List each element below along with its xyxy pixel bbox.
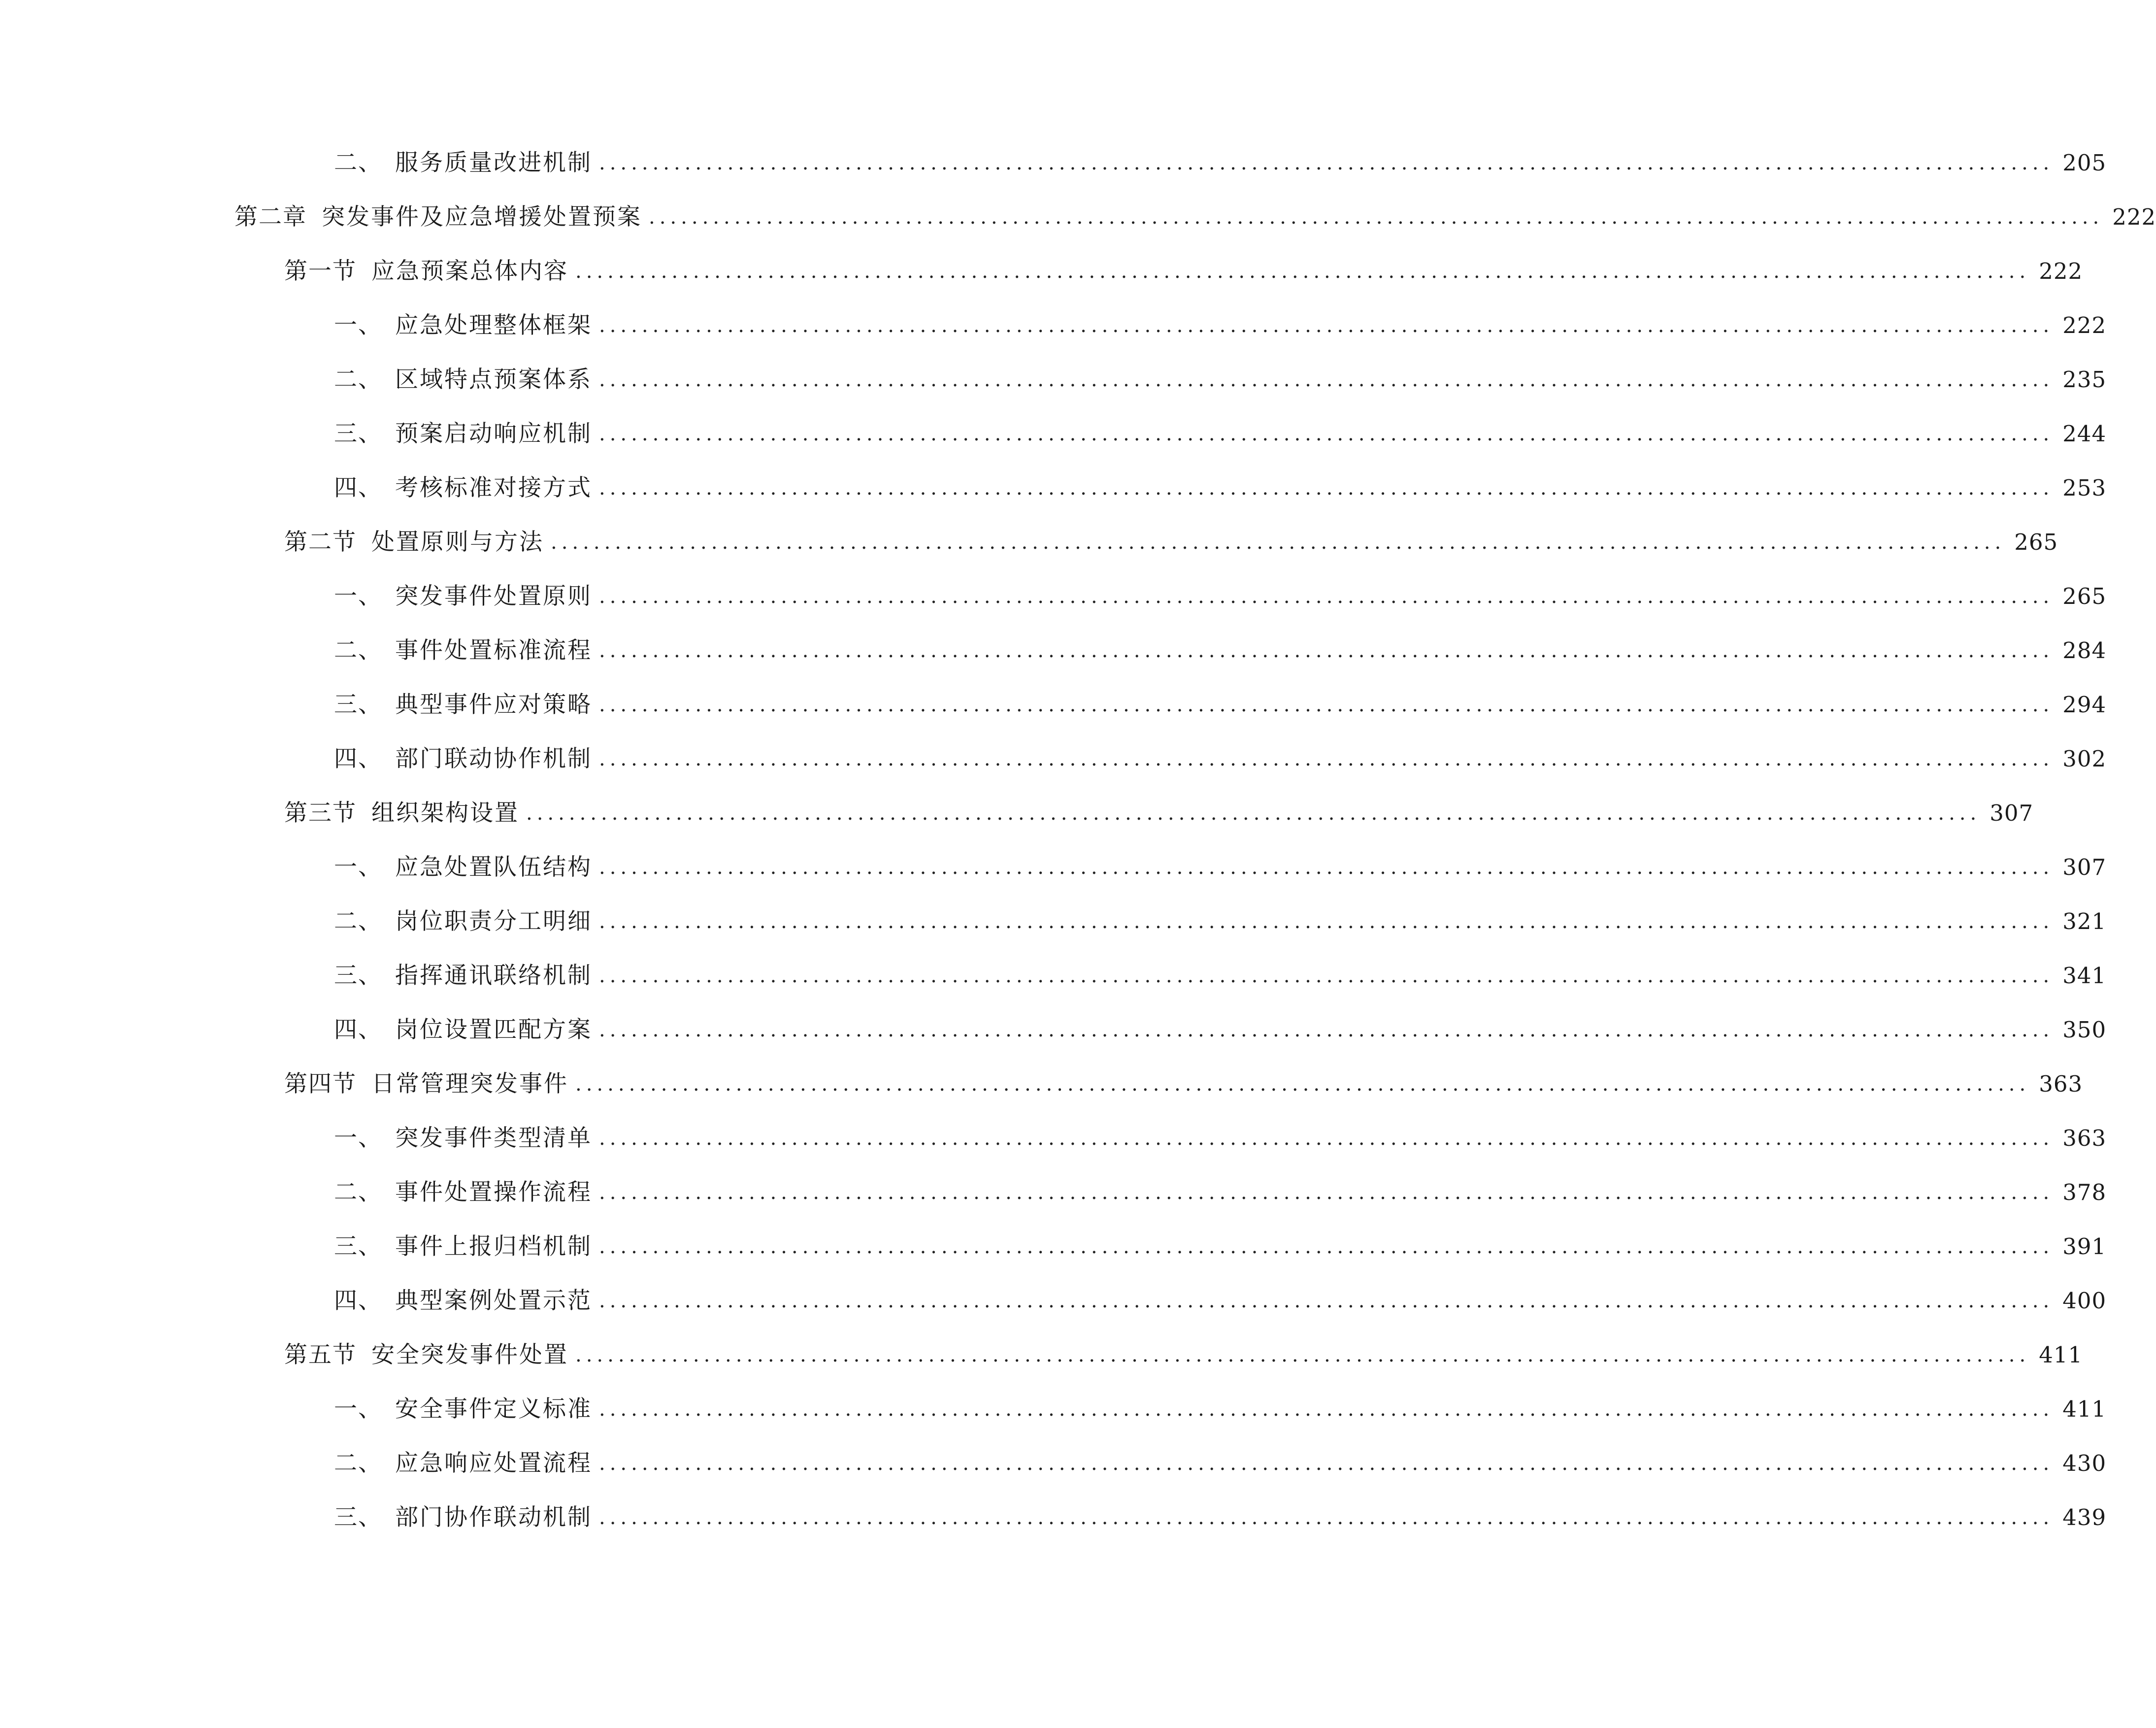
toc-page-number: 244 (2062, 421, 2107, 447)
toc-entry-title: 事件处置操作流程 (395, 1179, 592, 1206)
toc-entry-title: 处置原则与方法 (371, 529, 544, 556)
toc-page-number: 222 (2039, 258, 2083, 284)
toc-dot-leader: ........................................................................................................................................ (599, 910, 2054, 933)
toc-page-number: 411 (2062, 1396, 2107, 1422)
toc-entry-number: 三、 (334, 691, 382, 718)
toc-entry-title: 突发事件类型清单 (395, 1125, 592, 1152)
toc-dot-leader: ........................................................................................................................................ (575, 260, 2030, 283)
toc-entry[interactable] (334, 146, 2107, 180)
toc-entry[interactable] (334, 363, 2107, 397)
toc-entry-number: 四、 (334, 745, 382, 772)
toc-entry-title: 服务质量改进机制 (395, 149, 592, 176)
toc-entry[interactable] (284, 1338, 2083, 1372)
toc-entry-title: 日常管理突发事件 (371, 1070, 568, 1097)
toc-dot-leader: ........................................................................................................................................ (649, 206, 2104, 229)
toc-entry[interactable] (334, 1500, 2107, 1535)
toc-entry-number: 二、 (334, 1450, 382, 1477)
toc-entry-title: 应急处理整体框架 (395, 312, 592, 339)
toc-entry[interactable] (334, 579, 2107, 614)
toc-entry-title: 应急预案总体内容 (371, 258, 568, 285)
toc-entry-number: 三、 (334, 962, 382, 989)
toc-page-number: 284 (2062, 637, 2107, 664)
toc-page-number: 205 (2062, 150, 2107, 176)
toc-entry[interactable] (334, 1013, 2107, 1047)
toc-entry-number: 第一节 (284, 258, 357, 285)
toc-entry[interactable] (334, 1230, 2107, 1264)
toc-entry-title: 典型案例处置示范 (395, 1287, 592, 1314)
toc-entry[interactable] (334, 850, 2107, 885)
toc-page-number: 321 (2062, 908, 2107, 934)
toc-entry[interactable] (284, 796, 2034, 831)
toc-entry-title: 应急响应处置流程 (395, 1450, 592, 1477)
toc-entry[interactable] (334, 904, 2107, 939)
toc-page-number: 391 (2062, 1233, 2107, 1260)
toc-entry-number: 一、 (334, 583, 382, 610)
toc-entry-number: 二、 (334, 1179, 382, 1206)
toc-entry-number: 二、 (334, 366, 382, 393)
toc-page-number: 363 (2062, 1125, 2107, 1151)
toc-dot-leader: ........................................................................................................................................ (599, 1127, 2054, 1150)
toc-page-number: 302 (2062, 746, 2107, 772)
toc-entry-number: 三、 (334, 420, 382, 447)
toc-entry[interactable] (334, 1175, 2107, 1210)
toc-entry[interactable] (334, 959, 2107, 993)
toc-dot-leader: ........................................................................................................................................ (599, 314, 2054, 337)
toc-dot-leader: ........................................................................................................................................ (599, 1235, 2054, 1258)
toc-page-number: 222 (2112, 204, 2156, 230)
toc-entry[interactable] (334, 1446, 2107, 1481)
toc-page-number: 411 (2039, 1342, 2083, 1368)
toc-entry[interactable] (284, 254, 2083, 289)
toc-dot-leader: ........................................................................................................................................ (599, 639, 2054, 662)
toc-entry-title: 区域特点预案体系 (395, 366, 592, 393)
toc-dot-leader: ........................................................................................................................................ (575, 1344, 2030, 1366)
toc-dot-leader: ........................................................................................................................................ (599, 152, 2054, 174)
toc-entry-number: 第三节 (284, 799, 357, 827)
toc-entry-title: 突发事件处置原则 (395, 583, 592, 610)
toc-page-number: 350 (2062, 1017, 2107, 1043)
toc-dot-leader: ........................................................................................................................................ (599, 748, 2054, 770)
toc-entry-number: 二、 (334, 637, 382, 664)
toc-entry[interactable] (334, 633, 2107, 668)
toc-entry-number: 四、 (334, 1016, 382, 1043)
toc-dot-leader: ........................................................................................................................................ (599, 1181, 2054, 1204)
toc-dot-leader: ........................................................................................................................................ (599, 1019, 2054, 1041)
toc-page-number: 439 (2062, 1504, 2107, 1530)
toc-entry-number: 二、 (334, 908, 382, 935)
toc-dot-leader: ........................................................................................................................................ (599, 1290, 2054, 1312)
toc-entry-title: 突发事件及应急增援处置预案 (322, 203, 642, 231)
toc-dot-leader: ........................................................................................................................................ (599, 1452, 2054, 1475)
toc-page-number: 265 (2014, 529, 2058, 555)
toc-entry-title: 组织架构设置 (371, 799, 519, 827)
toc-dot-leader: ........................................................................................................................................ (599, 477, 2054, 499)
toc-entry-number: 四、 (334, 474, 382, 501)
toc-page-number: 341 (2062, 963, 2107, 989)
toc-dot-leader: ........................................................................................................................................ (551, 531, 2006, 554)
toc-dot-leader: ........................................................................................................................................ (599, 368, 2054, 391)
toc-entry-number: 一、 (334, 1125, 382, 1152)
toc-entry-title: 考核标准对接方式 (395, 474, 592, 501)
toc-page-number: 265 (2062, 583, 2107, 609)
toc-entry[interactable] (334, 308, 2107, 343)
toc-entry[interactable] (334, 417, 2107, 451)
toc-dot-leader: ........................................................................................................................................ (599, 964, 2054, 987)
toc-entry-number: 一、 (334, 854, 382, 881)
toc-entry[interactable] (284, 1067, 2083, 1101)
toc-entry[interactable] (334, 1284, 2107, 1318)
toc-dot-leader: ........................................................................................................................................ (599, 423, 2054, 445)
toc-entry-title: 事件上报归档机制 (395, 1233, 592, 1260)
toc-dot-leader: ........................................................................................................................................ (599, 585, 2054, 608)
toc-entry-title: 岗位设置匹配方案 (395, 1016, 592, 1043)
toc-entry-title: 预案启动响应机制 (395, 420, 592, 447)
toc-entry[interactable] (334, 688, 2107, 722)
toc-page-number: 222 (2062, 312, 2107, 338)
toc-page-number: 307 (1990, 800, 2034, 826)
toc-entry-title: 指挥通讯联络机制 (395, 962, 592, 989)
toc-page-number: 363 (2039, 1071, 2083, 1097)
toc-entry-title: 部门协作联动机制 (395, 1504, 592, 1531)
toc-dot-leader: ........................................................................................................................................ (599, 1398, 2054, 1421)
toc-page-number: 378 (2062, 1179, 2107, 1205)
toc-entry-title: 岗位职责分工明细 (395, 908, 592, 935)
toc-entry-number: 三、 (334, 1233, 382, 1260)
toc-dot-leader: ........................................................................................................................................ (599, 1506, 2054, 1529)
toc-page-number: 400 (2062, 1288, 2107, 1314)
toc-page-number: 235 (2062, 366, 2107, 393)
toc-dot-leader: ........................................................................................................................................ (526, 802, 1981, 825)
toc-entry-number: 第二节 (284, 529, 357, 556)
toc-entry-number: 三、 (334, 1504, 382, 1531)
toc-entry-number: 一、 (334, 312, 382, 339)
toc-entry-title: 典型事件应对策略 (395, 691, 592, 718)
toc-entry-number: 一、 (334, 1396, 382, 1423)
toc-entry-title: 事件处置标准流程 (395, 637, 592, 664)
toc-dot-leader: ........................................................................................................................................ (599, 856, 2054, 879)
toc-dot-leader: ........................................................................................................................................ (599, 694, 2054, 716)
toc-entry[interactable] (284, 525, 2058, 560)
toc-entry[interactable] (234, 200, 2156, 234)
toc-entry[interactable] (334, 471, 2107, 505)
toc-dot-leader: ........................................................................................................................................ (575, 1073, 2030, 1096)
toc-page-number: 307 (2062, 854, 2107, 880)
toc-entry-number: 第四节 (284, 1070, 357, 1097)
toc-entry[interactable] (334, 742, 2107, 776)
toc-entry-title: 安全事件定义标准 (395, 1396, 592, 1423)
toc-entry[interactable] (334, 1392, 2107, 1427)
toc-entry-number: 第二章 (234, 203, 307, 231)
toc-entry-number: 二、 (334, 149, 382, 176)
toc-page-number: 294 (2062, 692, 2107, 718)
toc-entry-title: 应急处置队伍结构 (395, 854, 592, 881)
toc-entry[interactable] (334, 1121, 2107, 1156)
toc-entry-number: 第五节 (284, 1341, 357, 1368)
toc-page-number: 253 (2062, 475, 2107, 501)
toc-page-number: 430 (2062, 1450, 2107, 1476)
toc-entry-title: 安全突发事件处置 (371, 1341, 568, 1368)
toc-entry-title: 部门联动协作机制 (395, 745, 592, 772)
toc-entry-number: 四、 (334, 1287, 382, 1314)
